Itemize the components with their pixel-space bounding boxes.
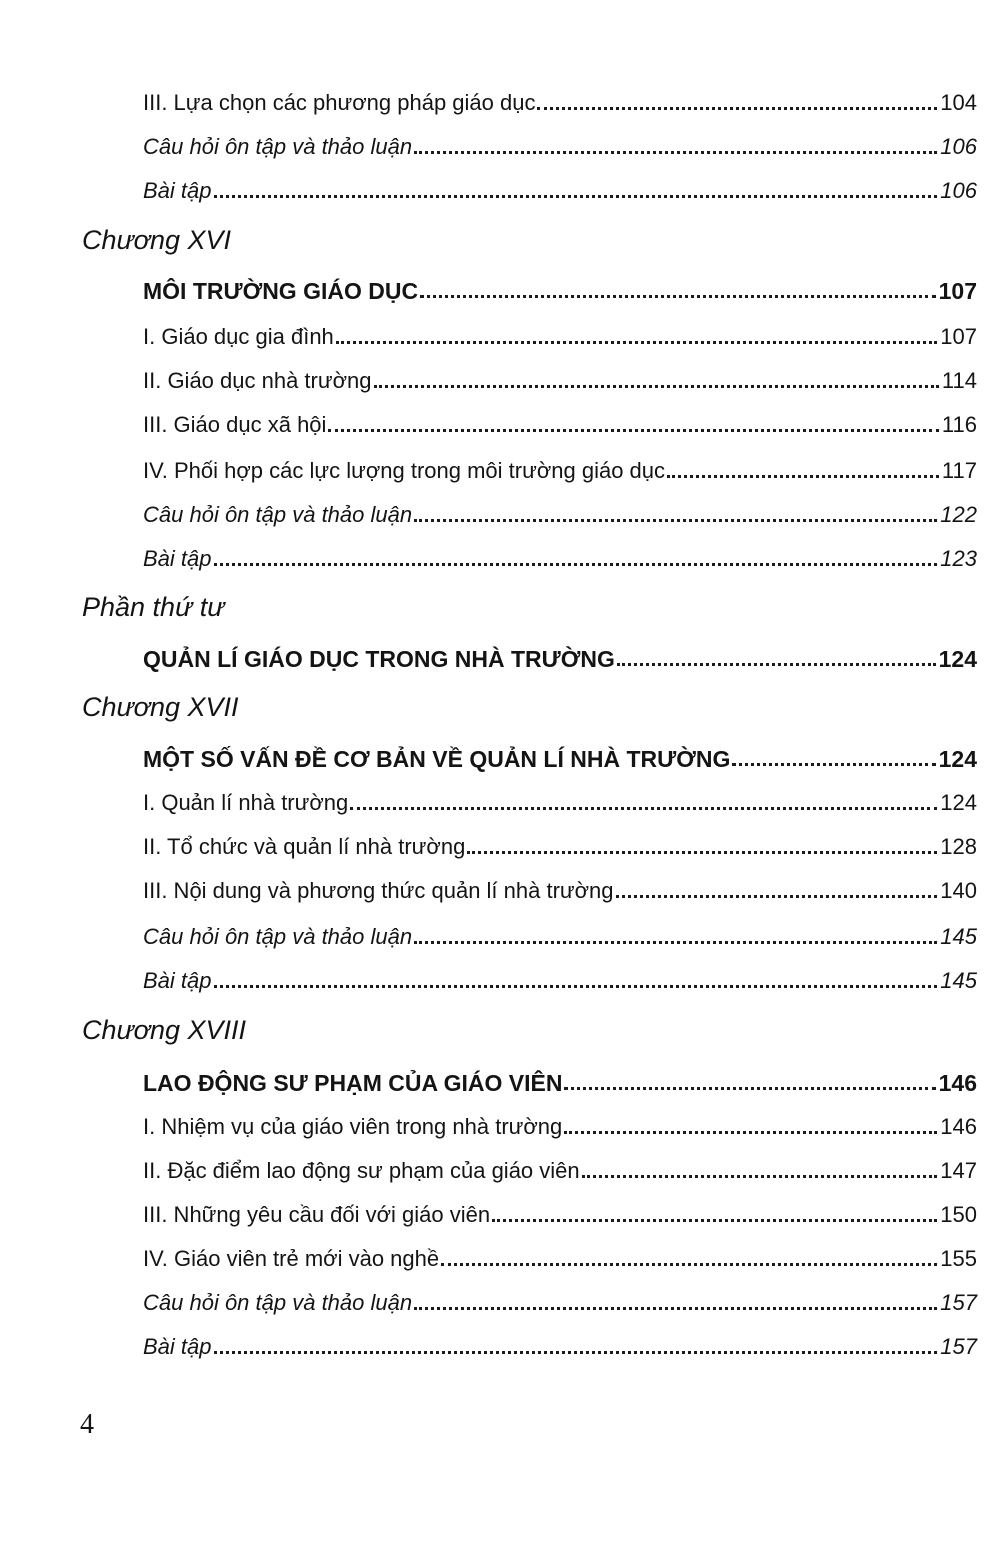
toc-entry-title: IV. Phối hợp các lực lượng trong môi trường giáo dục [143,458,666,483]
dot-leader [616,895,938,898]
toc-entry-title: I. Giáo dục gia đình [143,324,334,349]
toc-entry [143,638,977,672]
toc-entry [143,494,977,528]
toc-entry-title: III. Nội dung và phương thức quản lí nhà trường [143,878,614,903]
toc-entry [143,450,977,484]
toc-entry [143,1150,977,1184]
dot-leader [414,1307,937,1310]
toc-entry-title: II. Giáo dục nhà trường [143,368,372,393]
toc-entry [143,1282,977,1316]
dot-leader [420,295,936,298]
toc-entry [143,870,977,904]
toc-entry-page: 155 [940,1246,977,1271]
toc-entry-page: 124 [938,746,977,772]
toc-entry-page: 107 [938,278,977,304]
dot-leader [214,1351,938,1354]
toc-entry-page: 147 [940,1158,977,1183]
toc-entry-page: 145 [940,968,977,993]
dot-leader [732,763,935,766]
toc-entry [143,270,977,304]
toc-entry-title: QUẢN LÍ GIÁO DỤC TRONG NHÀ TRƯỜNG [143,646,615,672]
toc-entry-page: 117 [941,458,977,483]
toc-entry [143,1326,977,1360]
toc-entry-title: MỘT SỐ VẤN ĐỀ CƠ BẢN VỀ QUẢN LÍ NHÀ TRƯỜNG [143,746,731,772]
toc-entry [143,826,977,860]
toc-entry-title: I. Nhiệm vụ của giáo viên trong nhà trường [143,1114,563,1139]
toc-entry-title: III. Lựa chọn các phương pháp giáo dục [143,90,536,115]
toc-entry-page: 145 [940,924,977,949]
toc-entry-title: II. Tổ chức và quản lí nhà trường [143,834,466,859]
toc-entry-page: 128 [940,834,977,859]
dot-leader [214,195,938,198]
dot-leader [214,985,938,988]
toc-entry-title: Bài tập [143,968,212,993]
toc-entry [143,782,977,816]
toc-entry-title: Bài tập [143,1334,212,1359]
toc-entry-page: 146 [938,1070,977,1096]
toc-entry [143,1062,977,1096]
toc-entry-page: 114 [941,368,977,393]
toc-entry-title: Câu hỏi ôn tập và thảo luận [143,924,413,949]
dot-leader [617,663,936,666]
dot-leader [214,563,938,566]
toc-entry-title: III. Những yêu cầu đối với giáo viên [143,1202,491,1227]
dot-leader [467,851,937,854]
dot-leader [374,385,939,388]
toc-entry [143,316,977,350]
toc-entry-page: 157 [940,1290,977,1315]
toc-heading: Chương XVIII [82,1015,247,1045]
dot-leader [328,429,938,432]
toc-entry-page: 106 [940,134,977,159]
toc-entry [143,360,977,394]
toc-entry-page: 157 [940,1334,977,1359]
toc-entry-title: Câu hỏi ôn tập và thảo luận [143,134,413,159]
toc-entry [143,538,977,572]
toc-entry [143,1238,977,1272]
toc-entry [143,960,977,994]
toc-entry-page: 104 [940,90,977,115]
toc-entry-title: Câu hỏi ôn tập và thảo luận [143,1290,413,1315]
toc-entry [143,916,977,950]
toc-entry-title: MÔI TRƯỜNG GIÁO DỤC [143,278,419,304]
toc-entry-title: IV. Giáo viên trẻ mới vào nghề [143,1246,440,1271]
toc-entry-page: 122 [940,502,977,527]
toc-entry-page: 150 [940,1202,977,1227]
toc-entry-title: III. Giáo dục xã hội [143,412,327,437]
dot-leader [350,807,937,810]
dot-leader [564,1131,937,1134]
toc-heading: Chương XVII [82,692,239,722]
toc-entry [143,404,977,438]
toc-entry-page: 116 [941,412,977,437]
dot-leader [336,341,937,344]
toc-entry [143,1194,977,1228]
toc-heading: Phần thứ tư [82,592,225,622]
dot-leader [414,151,937,154]
toc-entry-title: Câu hỏi ôn tập và thảo luận [143,502,413,527]
toc-entry-page: 146 [940,1114,977,1139]
dot-leader [441,1263,937,1266]
dot-leader [414,941,937,944]
toc-entry-title: II. Đặc điểm lao động sư phạm của giáo viên [143,1158,580,1183]
toc-entry-title: LAO ĐỘNG SƯ PHẠM CỦA GIÁO VIÊN [143,1070,563,1096]
toc-entry-title: Bài tập [143,546,212,571]
page-number: 4 [80,1409,94,1440]
toc-entry-page: 107 [940,324,977,349]
toc-entry [143,126,977,160]
toc-entry-page: 140 [940,878,977,903]
toc-entry-page: 106 [940,178,977,203]
toc-entry-page: 124 [940,790,977,815]
dot-leader [492,1219,937,1222]
dot-leader [667,475,939,478]
toc-entry-page: 123 [940,546,977,571]
dot-leader [582,1175,938,1178]
toc-entry [143,1106,977,1140]
toc-entry [143,738,977,772]
dot-leader [537,107,937,110]
toc-entry [143,82,977,116]
dot-leader [414,519,937,522]
toc-entry-title: Bài tập [143,178,212,203]
toc-entry [143,170,977,204]
toc-entry-page: 124 [938,646,977,672]
dot-leader [564,1087,935,1090]
toc-entry-title: I. Quản lí nhà trường [143,790,349,815]
toc-heading: Chương XVI [82,225,232,255]
